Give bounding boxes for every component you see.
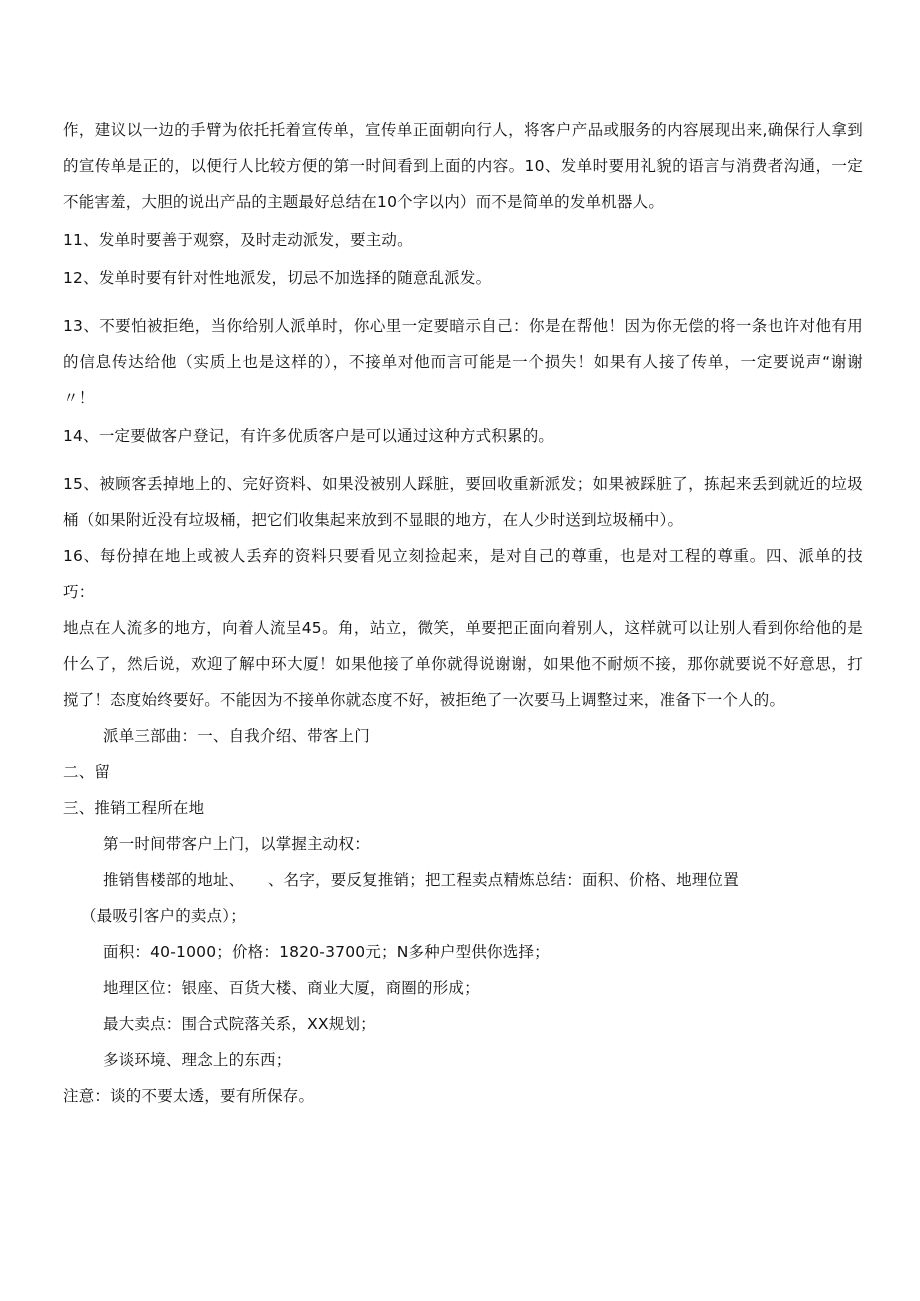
paragraph-tip-15: 15、被顾客丢掉地上的、完好资料、如果没被别人踩脏，要回收重新派发；如果被踩脏了，拣起来丢到就近的垃圾桶（如果附近没有垃圾桶，把它们收集起来放到不显眼的地方，在人少时送到垃圾桶中）。 [63, 475, 863, 529]
paragraph-step-three: 三、推销工程所在地 [63, 799, 205, 817]
paragraph-environment: 多谈环境、理念上的东西； [103, 1051, 292, 1069]
paragraph-biggest-selling-point: 最大卖点：围合式院落关系，XX规划； [103, 1015, 376, 1033]
paragraph-selling-point-note: （最吸引客户的卖点）； [81, 907, 246, 925]
paragraph-distribution-posture: 作，建议以一边的手臂为依托托着宣传单，宣传单正面朝向行人，将客户产品或服务的内容展现出来,确保行人拿到的宣传单是正的，以便行人比较方便的第一时间看到上面的内容。10、发单时要用礼貌的语言与消费者沟通，一定不能害羞，大胆的说出产品的主题最好总结在10个字以内）而不是简单的发单机器人。 [63, 121, 863, 211]
paragraph-notice: 注意：谈的不要太透，要有所保存。 [63, 1087, 315, 1105]
paragraph-location: 地理区位：银座、百货大楼、商业大厦，商圈的形成； [103, 979, 480, 997]
paragraph-tip-11: 11、发单时要善于观察，及时走动派发，要主动。 [63, 231, 413, 249]
paragraph-tip-12: 12、发单时要有针对性地派发，切忌不加选择的随意乱派发。 [63, 269, 492, 287]
paragraph-tip-16: 16、每份掉在地上或被人丢弃的资料只要看见立刻捡起来，是对自己的尊重，也是对工程的尊重。四、派单的技巧： [63, 547, 863, 601]
paragraph-tip-13: 13、不要怕被拒绝，当你给别人派单时，你心里一定要暗示自己：你是在帮他！因为你无偿的将一条也许对他有用的信息传达给他（实质上也是这样的），不接单对他而言可能是一个损失！如果有人接了传单，一定要说声“谢谢〃！ [63, 317, 863, 407]
document-page [63, 112, 863, 1114]
paragraph-first-time: 第一时间带客户上门，以掌握主动权： [103, 835, 370, 853]
paragraph-promote-address: 推销售楼部的地址、 、名字，要反复推销；把工程卖点精炼总结：面积、价格、地理位置 [103, 871, 739, 889]
paragraph-step-two: 二、留 [63, 763, 111, 781]
paragraph-area-price: 面积：40-1000；价格：1820-3700元；N多种户型供你选择； [103, 943, 550, 961]
paragraph-tip-14: 14、一定要做客户登记，有许多优质客户是可以通过这种方式积累的。 [63, 427, 555, 445]
paragraph-techniques: 地点在人流多的地方，向着人流呈45。角，站立，微笑，单要把正面向着别人，这样就可以让别人看到你给他的是什么了，然后说，欢迎了解中环大厦！如果他接了单你就得说谢谢，如果他不耐烦不接，那你就要说不好意思，打搅了！态度始终要好。不能因为不接单你就态度不好，被拒绝了一次要马上调整过来，准备下一个人的。 [63, 619, 863, 709]
paragraph-three-steps: 派单三部曲：一、自我介绍、带客上门 [103, 727, 370, 745]
